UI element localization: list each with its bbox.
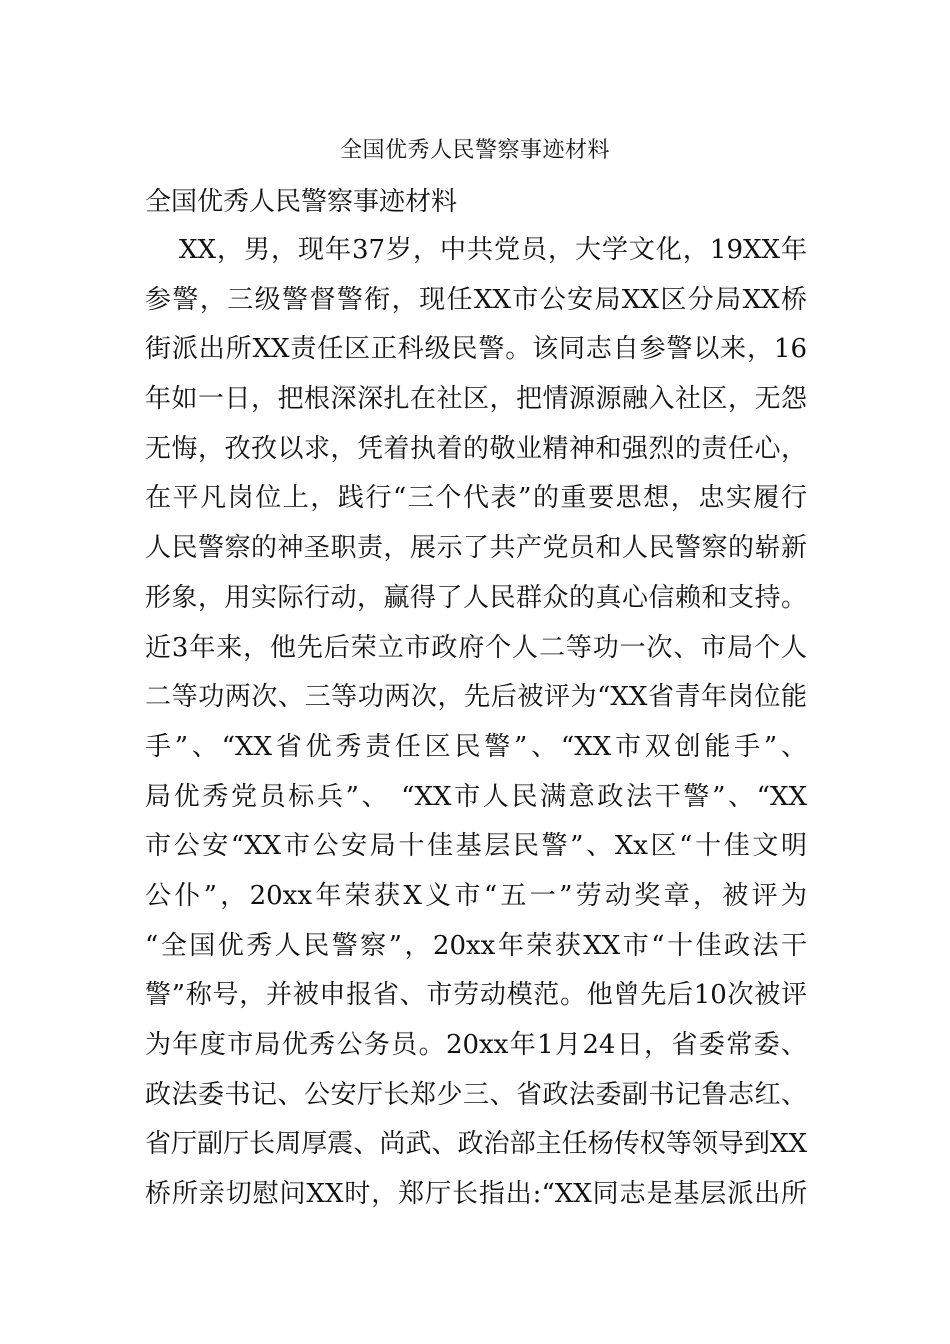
- body-line: 近3年来，他先后荣立市政府个人二等功一次、市局个人: [145, 632, 807, 663]
- body-line: 形象，用实际行动，赢得了人民群众的真心信赖和支持。: [145, 582, 807, 613]
- body-line: 政法委书记、公安厅长郑少三、省政法委副书记鲁志红、: [145, 1079, 807, 1110]
- document-body: [145, 230, 807, 1224]
- body-line: 省厅副厅长周厚震、尚武、政治部主任杨传权等领导到XX: [145, 1129, 807, 1160]
- body-line: “全国优秀人民警察”，20xx年荣获XX市“十佳政法干: [145, 930, 807, 961]
- body-line: 局优秀党员标兵”、 “XX市人民满意政法干警”、“XX: [145, 781, 807, 812]
- body-line: 无悔，孜孜以求，凭着执着的敬业精神和强烈的责任心，: [145, 433, 807, 464]
- body-line: 手”、“XX省优秀责任区民警”、“XX市双创能手”、: [145, 731, 807, 762]
- document-subtitle: 全国优秀人民警察事迹材料: [145, 187, 458, 217]
- body-line: 参警，三级警督警衔，现任XX市公安局XX区分局XX桥: [145, 284, 807, 315]
- body-line: 市公安“XX市公安局十佳基层民警”、Xx区“十佳文明: [145, 831, 807, 862]
- body-line: 为年度市局优秀公务员。20xx年1月24日，省委常委、: [145, 1030, 807, 1060]
- body-line: 街派出所XX责任区正科级民警。该同志自参警以来，16: [145, 334, 807, 365]
- body-line: 警”称号，并被申报省、市劳动模范。他曾先后10次被评: [145, 980, 807, 1011]
- body-line: 人民警察的神圣职责，展示了共产党员和人民警察的崭新: [145, 533, 807, 564]
- body-line: XX，男，现年37岁，中共党员，大学文化，19XX年: [179, 235, 807, 265]
- body-line: 公仆”，20xx年荣获X义市“五一”劳动奖章，被评为: [145, 880, 807, 911]
- document-title: 全国优秀人民警察事迹材料: [339, 138, 610, 163]
- body-line: 年如一日，把根深深扎在社区，把情源源融入社区，无怨: [145, 384, 807, 415]
- body-line: 桥所亲切慰问XX时，郑厅长指出:“XX同志是基层派出所: [145, 1179, 807, 1210]
- body-line: 二等功两次、三等功两次，先后被评为“XX省青年岗位能: [145, 682, 807, 713]
- body-line: 在平凡岗位上，践行“三个代表”的重要思想，忠实履行: [145, 483, 807, 514]
